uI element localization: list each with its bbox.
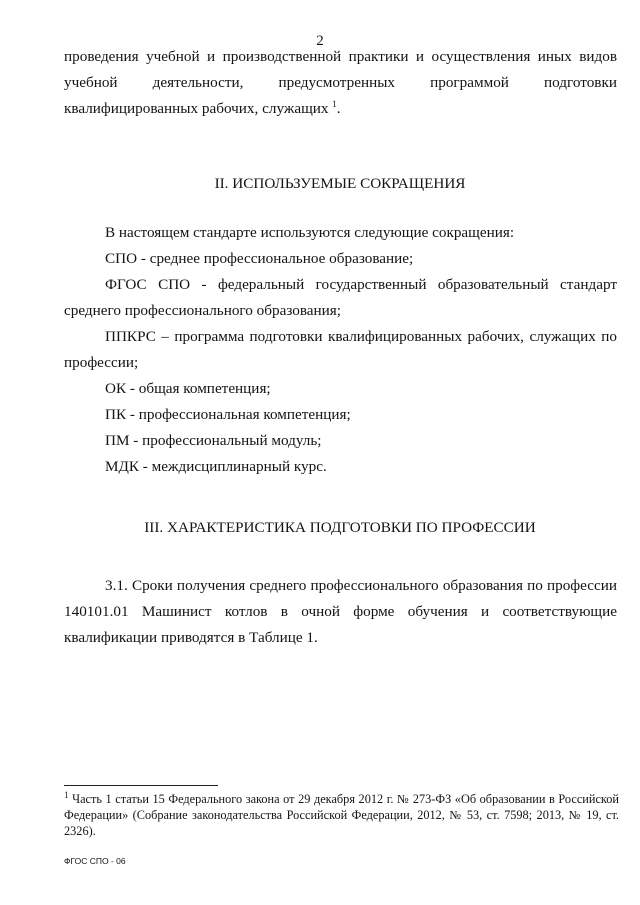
abbreviations-lead: В настоящем стандарте используются следующие сокращения: (105, 224, 515, 241)
footnote-marker: 1 (64, 789, 69, 800)
abbreviation-item: ФГОС СПО - федеральный государственный образовательный стандарт среднего профессионального образования; (64, 276, 617, 319)
section3-paragraph: 3.1. Сроки получения среднего профессионального образования по профессии 140101.01 Машинист котлов в очной форме обучения и соответствующие квалификации приводятся в Таблице 1. (64, 577, 617, 646)
footnote-reference: 1 (332, 98, 337, 109)
intro-paragraph (64, 44, 617, 122)
section-heading-abbreviations: II. ИСПОЛЬЗУЕМЫЕ СОКРАЩЕНИЯ (214, 175, 466, 192)
section-heading-characteristics: III. ХАРАКТЕРИСТИКА ПОДГОТОВКИ ПО ПРОФЕССИИ (144, 519, 536, 536)
abbreviation-item: ППКРС – программа подготовки квалифицированных рабочих, служащих по профессии; (64, 328, 617, 371)
intro-end: . (336, 100, 341, 117)
footnote (64, 791, 619, 839)
footer-code: ФГОС СПО - 06 (64, 856, 126, 866)
intro-text: проведения учебной и производственной практики и осуществления иных видов учебной деятельности, предусмотренных программой подготовки квалифицированных рабочих, служащих (64, 48, 617, 117)
abbreviation-item: СПО - среднее профессиональное образование; (105, 250, 414, 267)
footnote-text: Часть 1 статьи 15 Федерального закона от 29 декабря 2012 г. № 273-ФЗ «Об образовании в Российской Федерации» (Собрание законодательства Российской Федерации, 2012, № 53, ст. 7598; 2013, № 19, ст. 2326). (64, 792, 619, 838)
abbreviation-item: ОК - общая компетенция; (105, 380, 271, 397)
abbreviation-item: ПМ - профессиональный модуль; (105, 432, 322, 449)
abbreviation-item: ПК - профессиональная компетенция; (105, 406, 351, 423)
footnote-divider (64, 785, 218, 786)
page-number: 2 (316, 33, 324, 49)
abbreviation-item: МДК - междисциплинарный курс. (105, 458, 327, 475)
